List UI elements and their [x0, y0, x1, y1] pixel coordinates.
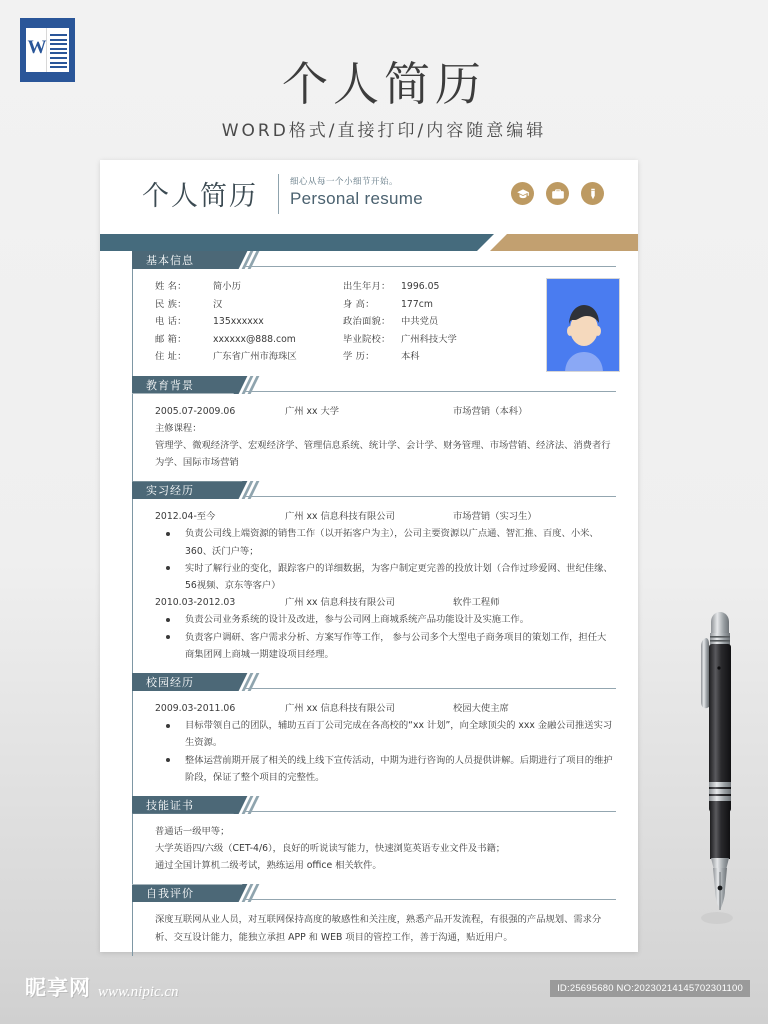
entry-date: 2009.03-2011.06 [155, 702, 236, 714]
info-row [343, 313, 531, 331]
entry-role: 软件工程师 [453, 597, 500, 609]
info-value: xxxxxx@888.com [213, 333, 296, 345]
info-value: 1996.05 [401, 281, 440, 293]
info-label: 邮 箱： [155, 333, 187, 345]
section-content [132, 394, 638, 482]
briefcase-icon [546, 182, 569, 205]
entry-role: 市场营销（本科） [453, 405, 528, 417]
info-row [155, 348, 343, 366]
bullet-list [155, 611, 614, 663]
info-row [155, 296, 343, 314]
info-label: 电 话： [155, 316, 187, 328]
section-self-evaluation [100, 884, 638, 955]
section-content [132, 691, 638, 796]
entry-org: 广州 xx 信息科技有限公司 [285, 511, 395, 523]
info-value: 汉 [213, 298, 223, 310]
section-skills [100, 796, 638, 885]
entry-org: 广州 xx 信息科技有限公司 [285, 702, 395, 714]
info-row [343, 348, 531, 366]
entry-line: 普通话一级甲等； [155, 825, 230, 837]
basic-info-left-column [155, 278, 343, 366]
info-value: 广州科技大学 [401, 333, 457, 345]
info-row [155, 278, 343, 296]
section-title: 自我评价 [146, 887, 194, 901]
info-label: 毕业院校： [343, 333, 391, 345]
info-value: 简小历 [213, 281, 241, 293]
header-icon-group [511, 182, 604, 205]
entry-header [155, 594, 614, 611]
watermark-url: www.nipic.cn [98, 984, 179, 1000]
entry-header [155, 508, 614, 525]
bullet-list [155, 717, 614, 786]
entry-header [155, 700, 614, 717]
header-tagline-cn: 细心从每一个小细节开始。 [290, 177, 399, 187]
watermark [25, 972, 179, 1002]
entry-role: 市场营销（实习生） [453, 511, 537, 523]
info-row [343, 331, 531, 349]
resume-body [100, 251, 638, 956]
info-label: 政治面貌： [343, 316, 391, 328]
section-internship [100, 481, 638, 673]
word-document-icon: W [20, 18, 75, 82]
list-item: 负责客户调研、客户需求分析、方案写作等工作， 参与公司多个大型电子商务项目的策划工作，担任大商集团网上商城一期建设项目经理。 [155, 629, 614, 663]
info-label: 学 历： [343, 351, 375, 363]
section-content [132, 902, 638, 955]
section-content [132, 269, 638, 376]
info-row [155, 331, 343, 349]
entry-org: 广州 xx 大学 [285, 405, 340, 417]
list-item: 实时了解行业的变化，跟踪客户的详细数据，为客户制定更完善的投放计划（合作过珍爱网、世纪佳缘、56视频、京东等客户） [155, 560, 614, 594]
section-title: 教育背景 [146, 378, 194, 392]
graduation-cap-icon [511, 182, 534, 205]
info-label: 住 址： [155, 351, 187, 363]
info-label: 民 族： [155, 298, 187, 310]
info-label: 姓 名： [155, 281, 187, 293]
pencil-icon [581, 182, 604, 205]
list-item: 整体运营前期开展了相关的线上线下宣传活动，中期为进行咨询的人员提供讲解。后期进行了项目的维护阶段，保证了整个项目的完整性。 [155, 752, 614, 786]
entry-line: 管理学、微观经济学、宏观经济学、管理信息系统、统计学、会计学、财务管理、市场营销、经济法、消费者行为学、国际市场营销 [155, 439, 611, 469]
info-value: 本科 [401, 351, 420, 363]
section-title: 技能证书 [146, 798, 194, 812]
fountain-pen-image [686, 600, 746, 930]
bullet-list [155, 525, 614, 594]
promo-title: 个人简历 [282, 57, 486, 111]
entry-date: 2005.07-2009.06 [155, 405, 236, 417]
header-tagline-en: Personal resume [290, 189, 424, 208]
watermark-logo: 昵享网 [25, 976, 91, 1000]
section-title: 校园经历 [146, 675, 194, 689]
entry-role: 校园大使主席 [453, 702, 509, 714]
info-row [343, 296, 531, 314]
info-row [155, 313, 343, 331]
header-banner [100, 234, 638, 251]
resume-header [100, 160, 638, 232]
info-value: 135xxxxxx [213, 316, 264, 328]
list-item: 负责公司业务系统的设计及改进，参与公司网上商城系统产品功能设计及实施工作。 [155, 611, 614, 628]
resume-sheet [100, 160, 638, 952]
info-label: 出生年月： [343, 281, 391, 293]
header-divider [278, 174, 279, 214]
info-label: 身 高： [343, 298, 375, 310]
info-value: 广东省广州市海珠区 [213, 351, 297, 363]
section-content [132, 499, 638, 673]
entry-line: 主修课程： [155, 422, 202, 434]
section-title: 基本信息 [146, 254, 194, 267]
entry-org: 广州 xx 信息科技有限公司 [285, 597, 395, 609]
entry-line: 大学英语四/六级（CET-4/6），良好的听说读写能力，快速浏览英语专业文件及书籍； [155, 843, 506, 855]
entry-date: 2010.03-2012.03 [155, 597, 236, 609]
resume-title: 个人简历 [142, 181, 258, 212]
info-value: 177cm [401, 298, 433, 310]
entry-line: 深度互联网从业人员，对互联网保持高度的敏感性和关注度，熟悉产品开发流程，有很强的产品规划、需求分析、交互设计能力，能独立承担 APP 和 WEB 项目的管控工作，善于沟通，贴近用户。 [155, 914, 602, 943]
entry-date: 2012.04-至今 [155, 511, 216, 523]
section-content [132, 814, 638, 885]
entry-header [155, 403, 614, 420]
info-value: 中共党员 [401, 316, 439, 328]
section-campus [100, 673, 638, 796]
image-id-badge: ID:25695680 NO:20230214145702301100 [550, 980, 750, 997]
profile-photo [546, 278, 620, 372]
list-item: 目标带领自己的团队，辅助五百丁公司完成在各高校的“xx 计划”，向全球顶尖的 xxx 金融公司推送实习生资源。 [155, 717, 614, 751]
promo-subtitle: WORD格式/直接打印/内容随意编辑 [221, 121, 547, 141]
section-title: 实习经历 [146, 484, 194, 498]
list-item: 负责公司线上端资源的销售工作（以开拓客户为主），公司主要资源以广点通、智汇推、百度、小米、360、沃门户等； [155, 525, 614, 559]
info-row [343, 278, 531, 296]
entry-line: 通过全国计算机二级考试，熟练运用 office 相关软件。 [155, 860, 382, 872]
basic-info-right-column [343, 278, 531, 366]
section-basic-info [100, 251, 638, 376]
section-education [100, 376, 638, 482]
